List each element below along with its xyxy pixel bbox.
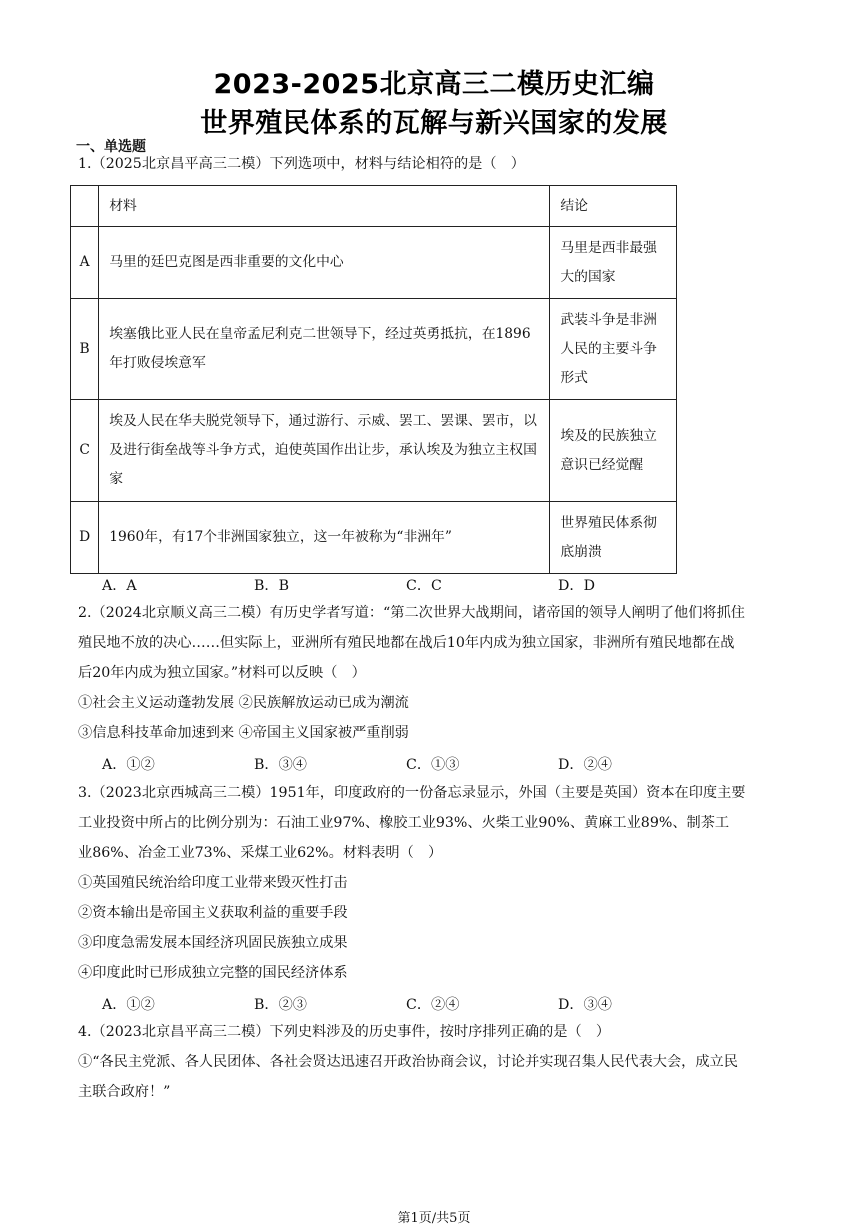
q1-row-conclusion: 马里是西非最强大的国家: [550, 227, 677, 299]
q1-row-letter: B: [71, 299, 99, 400]
q2-option-a[interactable]: A．①②: [102, 757, 155, 773]
q1-row-conclusion: 武装斗争是非洲人民的主要斗争形式: [550, 299, 677, 400]
q2-stem-line: 殖民地不放的决心……但实际上，亚洲所有殖民地都在战后10年内成为独立国家，非洲所有殖民地都在战: [78, 635, 735, 651]
q1-row-material: 埃及人民在华夫脱党领导下，通过游行、示威、罢工、罢课、罢市，以及进行街垒战等斗争方式，迫使英国作出让步，承认埃及为独立主权国家: [99, 400, 550, 502]
q1-row-letter: D: [71, 502, 99, 574]
q3-stem-line: 工业投资中所占的比例分别为：石油工业97%、橡胶工业93%、火柴工业90%、黄麻工业89%、制茶工: [78, 815, 730, 831]
q3-option-b[interactable]: B．②③: [254, 997, 307, 1013]
q1-row-material: 埃塞俄比亚人民在皇帝孟尼利克二世领导下，经过英勇抵抗，在1896年打败侵埃意军: [99, 299, 550, 400]
q1-row-letter: A: [71, 227, 99, 299]
q1-table: [70, 185, 677, 574]
q1-option-a[interactable]: A．A: [102, 578, 137, 594]
page-number: 第1页/共5页: [397, 1211, 471, 1226]
q1-row-material: 马里的廷巴克图是西非重要的文化中心: [99, 227, 550, 299]
q3-option-d[interactable]: D．③④: [558, 997, 612, 1013]
q2-option-d[interactable]: D．②④: [558, 757, 612, 773]
q2-stem-line: 2.（2024北京顺义高三二模）有历史学者写道：“第二次世界大战期间，诸帝国的领导人阐明了他们将抓住: [78, 605, 745, 621]
q1-table-header-row: [71, 186, 677, 227]
q4-quote-line: 主联合政府！”: [78, 1084, 171, 1100]
q2-option-c[interactable]: C．①③: [406, 757, 460, 773]
title-line-2: 世界殖民体系的瓦解与新兴国家的发展: [200, 108, 668, 139]
q1-row-material: 1960年，有17个非洲国家独立，这一年被称为“非洲年”: [99, 502, 550, 574]
q1-header-conclusion: 结论: [550, 186, 677, 227]
title-line-1: 2023-2025北京高三二模历史汇编: [213, 69, 655, 100]
q4-stem: 4.（2023北京昌平高三二模）下列史料涉及的历史事件，按时序排列正确的是（ ）: [78, 1024, 611, 1040]
q3-stem-line: 业86%、冶金工业73%、采煤工业62%。材料表明（ ）: [78, 845, 443, 861]
q3-stem-line: 3.（2023北京西城高三二模）1951年，印度政府的一份备忘录显示，外国（主要是英国）资本在印度主要: [78, 785, 746, 801]
q3-option-a[interactable]: A．①②: [102, 997, 155, 1013]
table-row: [71, 299, 677, 400]
q1-option-c[interactable]: C．C: [406, 578, 442, 594]
q1-row-conclusion: 世界殖民体系彻底崩溃: [550, 502, 677, 574]
q3-option-c[interactable]: C．②④: [406, 997, 460, 1013]
q3-statement: ④印度此时已形成独立完整的国民经济体系: [78, 965, 348, 981]
q1-stem: 1.（2025北京昌平高三二模）下列选项中，材料与结论相符的是（ ）: [78, 156, 525, 172]
q1-row-conclusion: 埃及的民族独立意识已经觉醒: [550, 400, 677, 502]
table-row: [71, 502, 677, 574]
q3-statement: ③印度急需发展本国经济巩固民族独立成果: [78, 935, 348, 951]
table-row: [71, 400, 677, 502]
q3-options: [102, 994, 710, 1014]
q2-stem-line: 后20年内成为独立国家。”材料可以反映（ ）: [78, 665, 366, 681]
q2-statement: ①社会主义运动蓬勃发展 ②民族解放运动已成为潮流: [78, 695, 409, 711]
q1-option-d[interactable]: D．D: [558, 578, 595, 594]
q4-quote-line: ①“各民主党派、各人民团体、各社会贤达迅速召开政治协商会议，讨论并实现召集人民代表大会，成立民: [78, 1054, 738, 1070]
q2-option-b[interactable]: B．③④: [254, 757, 307, 773]
q1-header-material: 材料: [99, 186, 550, 227]
q1-options: [102, 575, 710, 595]
table-row: [71, 227, 677, 299]
section-heading: 一、单选题: [76, 139, 146, 155]
q2-options: [102, 754, 710, 774]
q3-statement: ①英国殖民统治给印度工业带来毁灭性打击: [78, 875, 348, 891]
q1-option-b[interactable]: B．B: [254, 578, 290, 594]
q3-statement: ②资本输出是帝国主义获取利益的重要手段: [78, 905, 348, 921]
q2-statement: ③信息科技革命加速到来 ④帝国主义国家被严重削弱: [78, 725, 409, 741]
q1-row-letter: C: [71, 400, 99, 502]
q1-header-letter: [71, 186, 99, 227]
